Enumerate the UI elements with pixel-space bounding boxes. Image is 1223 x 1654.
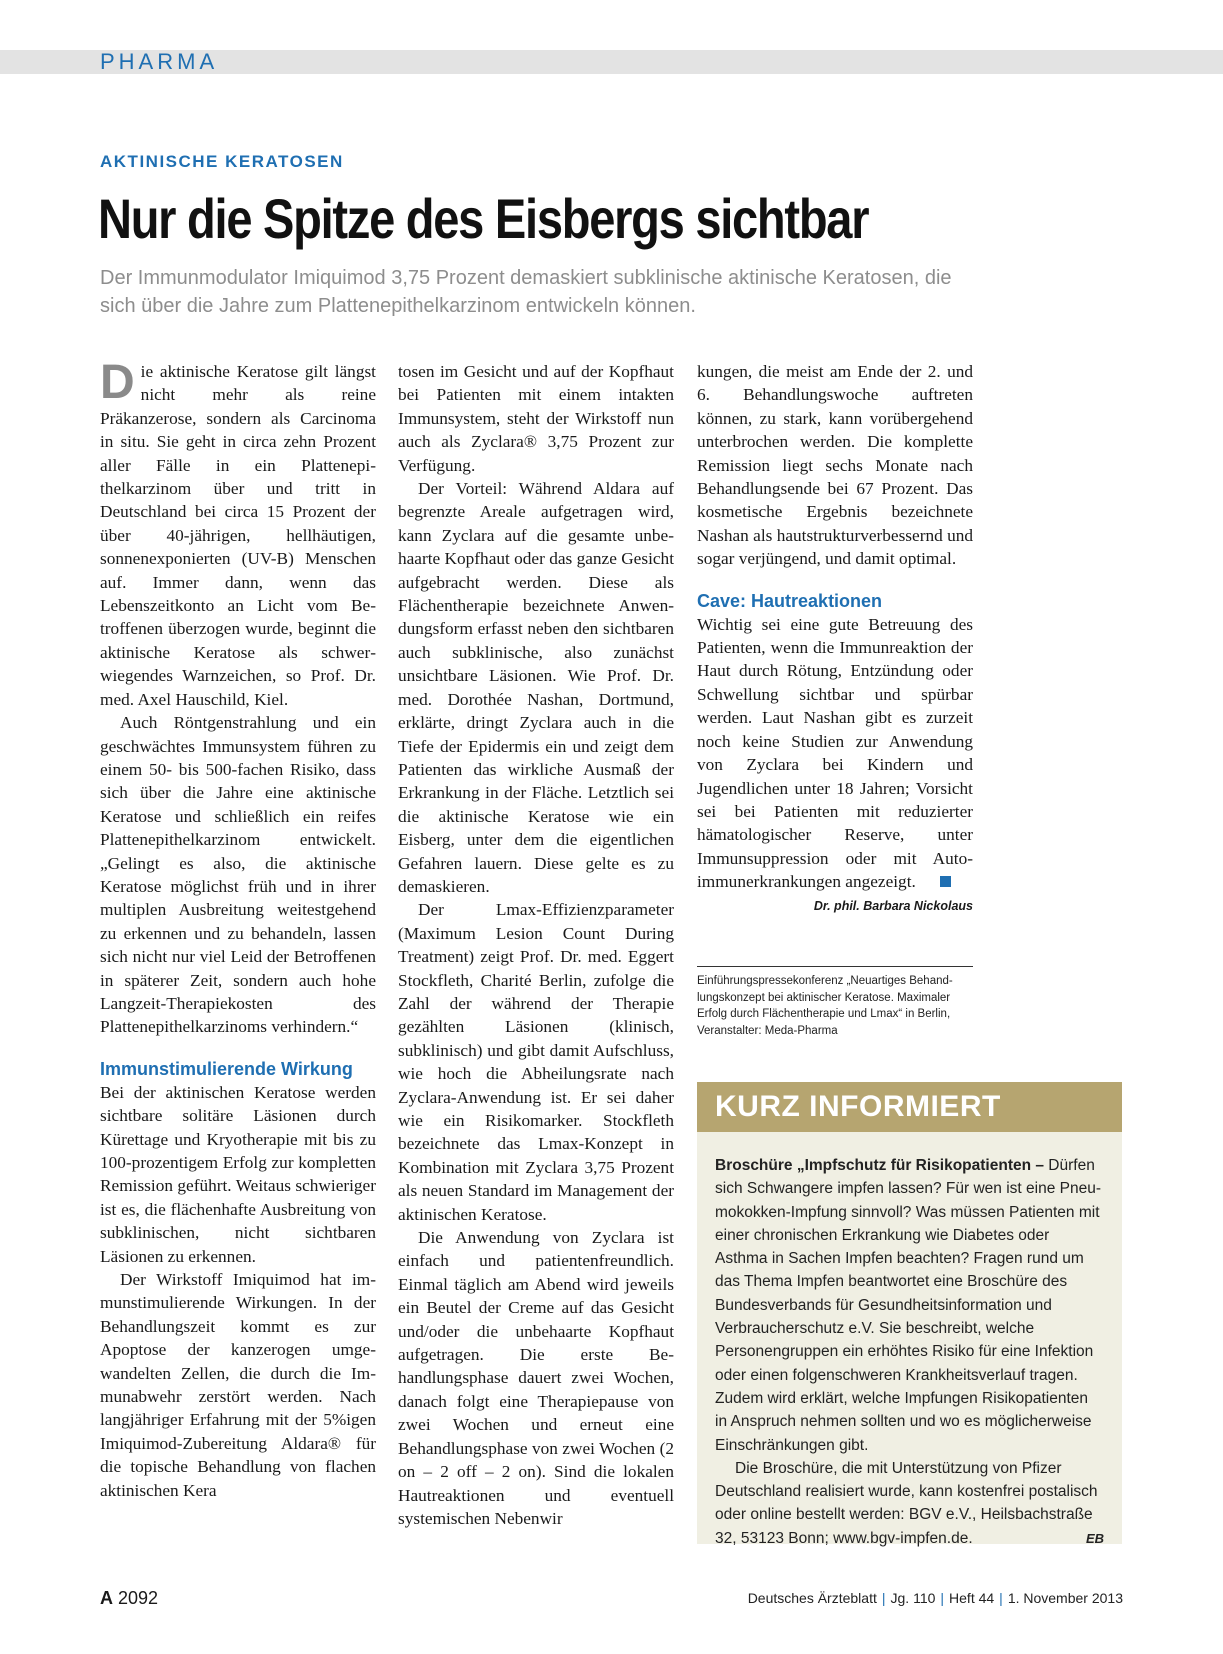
journal-footer: Deutsches Ärzteblatt | Jg. 110 | Heft 44 | 1. November 2013 [747,1590,1123,1606]
paragraph: Auch Röntgenstrahlung und ein geschwächtes Immunsystem führen zu einem 50- bis 500-fachen Risiko, dass sich über die Jahre eine aktinische Keratose und schließlich ein reifes Plattenepithelkarzinom entwickelt. „Gelingt es also, die aktinische Keratose möglichst früh und in ihrer multiplen Ausbreitung weitestgehend zu erkennen und zu behandeln, lassen sich nicht nur viel Leid der Betroffenen in späterer Zeit, sondern auch hohe Langzeit-Therapiekosten des Plattenepithelkarzinoms verhindern.“ [100,713,376,1037]
paragraph: Die Broschüre, die mit Unterstützung von Pfizer Deutschland realisiert wurde, kann kostenfrei postalisch oder online bestellt werden: BGV e.V., Heilsbachstraße 32, 53123 Bonn; www.bgv-impfen.de. EB [715,1457,1104,1550]
kurz-informiert-box [697,1082,1122,1547]
article-kicker: AKTINISCHE KERATOSEN [100,152,344,171]
journal-issue: Heft 44 [949,1590,995,1606]
paragraph: kungen, die meist am Ende der 2. und 6. Behandlungswoche auftreten können, zu stark, kann vorübergehend unterbrochen werden. Die komplette Remission liegt sechs Monate nach Behandlungsende bei 67 Prozent. Das kosmetische Ergebnis bezeichnete Nashan als hautstrukturverbessernd und sogar verjüngend, und damit optimal. [697,362,973,569]
drop-cap: D [100,356,135,409]
article-column-3 [697,360,973,916]
author: Dr. phil. Barbara Nickolaus [813,898,973,913]
source-note: Einführungspressekonferenz „Neuartiges Behandlungskonzept bei aktinischer Keratose. Maximaler Erfolg durch Flächentherapie und Lmax“ in Berlin, Veranstalter: Meda-Pharma [697,966,973,1039]
paragraph: Broschüre „Impfschutz für Risikopatienten – Dürfen sich Schwangere impfen lassen? Für wen ist eine Pneumokokken-Impfung sinnvoll? Was müssen Patienten mit einer chronischen Erkrankung wie Diabetes oder Asthma in Sachen Impfen beachten? Fragen rund um das Thema Impfen beantwortet eine Broschüre des Bundesverbands für Gesundheitsinformation und Verbraucherschutz e.V. Sie beschreibt, welche Personengruppen ein erhöhtes Risiko für eine Infektion oder einen folgenschweren Krankheitsverlauf tragen. Zudem wird erklärt, welche Impfungen Risikopatienten in Anspruch nehmen sollten und wo es möglicherweise Einschränkungen gibt. [715,1157,1101,1454]
paragraph: Wichtig sei eine gute Betreuung des Patienten, wenn die Immunreaktion der Haut durch Rötung, Entzündung oder Schwellung sichtbar und spürbar werden. Laut Nashan gibt es zurzeit noch keine Studien zur Anwendung von Zyclara bei Kindern und Jugendlichen unter 18 Jahren; Vorsicht sei bei Patienten mit reduzierter hämatologischer Reserve, unter Immunsuppression oder mit Autoimmunerkrankungen angezeigt. [697,614,973,892]
paragraph: Der Vorteil: Während Aldara auf begrenzte Areale aufgetragen wird, kann Zyclara auf die gesamte unbehaarte Kopfhaut oder das ganze Gesicht aufgebracht werden. Diese als Flächentherapie bezeichnete Anwendungsform erfasst neben den sichtbaren auch subklinische, also zunächst unsichtbare Läsionen. Wie Prof. Dr. med. Dorothée Nashan, Dortmund, erklärte, dringt Zyclara auch in die Tiefe der Epidermis ein und zeigt dem Patienten das wirkliche Ausmaß der Erkrankung in der Fläche. Letztlich sei die aktinische Keratose wie ein Eisberg, unter dem die eigentlichen Gefahren lauern. Diese gelte es zu demaskieren. [398,479,674,896]
kurz-informiert-title: KURZ INFORMIERT [697,1082,1122,1132]
page-number: A 2092 [100,1588,159,1608]
article-column-1 [100,356,376,1502]
paragraph: Die Anwendung von Zyclara ist einfach und patientenfreundlich. Einmal täglich am Abend wird jeweils ein Beutel der Creme auf das Gesicht und/oder die unbehaarte Kopfhaut aufgetragen. Die erste Behandlungsphase dauert zwei Wochen, danach folgt eine Therapiepause von zwei Wochen und erneut eine Behandlungsphase von zwei Wochen (2 on – 2 off – 2 on). Sind die lokalen Hautreaktionen und eventuell systemischen Nebenwir [398,1228,674,1528]
subheading-cave: Cave: Hautreaktionen [697,590,883,611]
journal-volume: Jg. 110 [890,1590,936,1606]
section-label: PHARMA [100,49,219,74]
paragraph: Der Lmax-Effizienzparameter (Maximum Lesion Count During Treatment) zeigt Prof. Dr. med. Eggert Stockfleth, Charité Berlin, zufolge die Zahl der während der Therapie gezählten Läsionen (klinisch, subklinisch) und gibt damit Aufschluss, wie hoch die Abheilungsrate nach Zyclara-Anwendung ist. Er sei daher wie ein Risikomarker. Stockfleth bezeichnete das Lmax-Konzept in Kombination mit Zyclara 3,75 Prozent als neuen Standard im Management der aktinischen Keratose. [398,900,674,1224]
kurz-informiert-body [697,1132,1122,1550]
end-mark-icon [940,876,951,887]
sidebar-lead: Broschüre „Impfschutz für Risikopatienten – [715,1157,1044,1174]
sidebar-signature: EB [1085,1530,1104,1546]
article-subtitle: Der Immunmodulator Imiquimod 3,75 Prozent demaskiert subklinische aktinische Keratosen, die sich über die Jahre zum Plattenepithelkarzinom entwickeln können. [100,267,952,317]
article-column-2 [398,360,674,1530]
paragraph: tosen im Gesicht und auf der Kopfhaut bei Patienten mit einem intakten Immunsystem, steht der Wirkstoff nun auch als Zyclara® 3,75 Prozent zur Verfügung. [398,362,674,475]
article-title: Nur die Spitze des Eisbergs sichtbar [98,187,869,250]
paragraph: Bei der aktinischen Keratose werden sichtbare solitäre Läsionen durch Kürettage und Kryotherapie mit bis zu 100-prozentigem Erfolg zur kompletten Remission geführt. Weitaus schwieriger ist es, die flächenhafte Ausbreitung von subklinischen, nicht sichtbaren Läsionen zu erkennen. [100,1082,376,1266]
journal-name: Deutsches Ärzteblatt [747,1590,877,1606]
paragraph: Der Wirkstoff Imiquimod hat immunstimulierende Wirkungen. In der Behandlungszeit kommt es zur Apoptose der kanzerogen umgewandelten Zellen, die durch die Immunabwehr zerstört werden. Nach langjähriger Erfahrung mit der 5%igen Imiquimod-Zubereitung Aldara® für die topische Behandlung von flachen aktinischen Kera [100,1270,376,1500]
journal-date: 1. November 2013 [1007,1590,1123,1606]
paragraph: Die aktinische Keratose gilt längst nicht mehr als reine Präkanzerose, sondern als Carcinoma in situ. Sie geht in circa zehn Prozent aller Fälle in ein Plattenepithelkarzinom über und tritt in Deutschland bei circa 15 Prozent der über 40-jährigen, hellhäutigen, sonnenexponierten (UV-B) Menschen auf. Immer dann, wenn das Lebenszeitkonto an Licht vom Betroffenen überzogen wurde, beginnt die aktinische Keratose als schwerwiegendes Warnzeichen, so Prof. Dr. med. Axel Hauschild, Kiel. [100,356,376,709]
subheading-immunstimulierende: Immunstimulierende Wirkung [100,1058,353,1079]
